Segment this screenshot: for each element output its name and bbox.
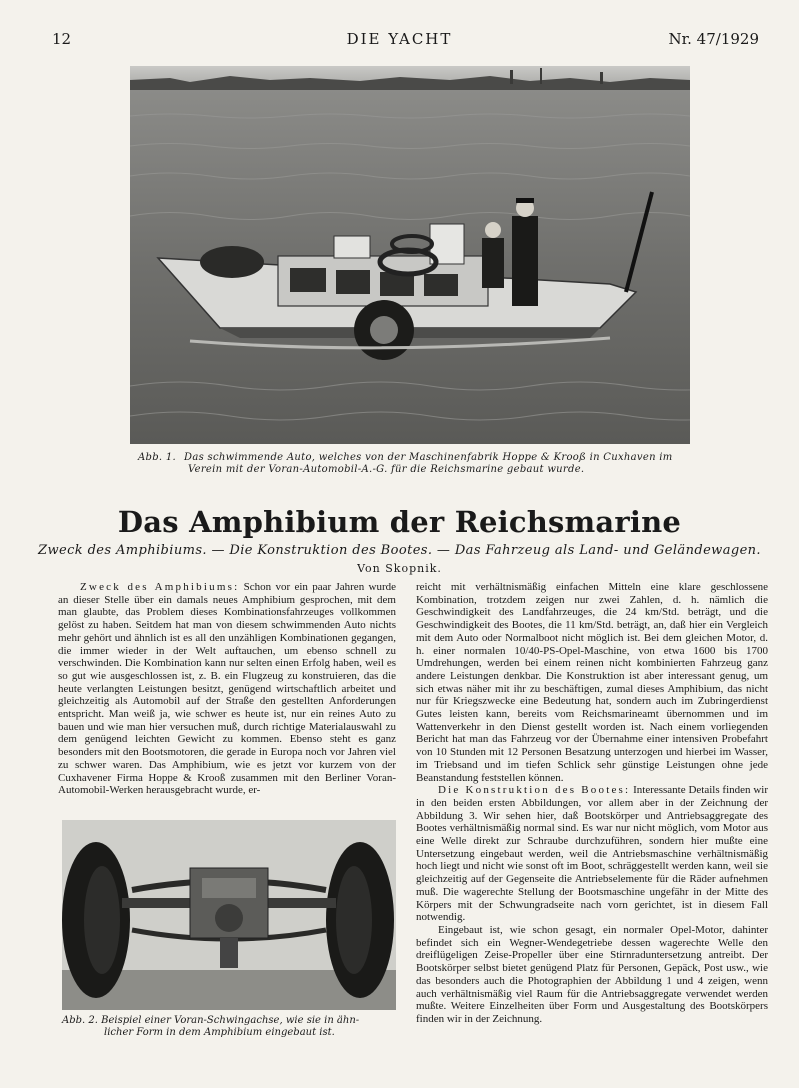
section-heading-construction: Die Konstruktion des Bootes: — [438, 784, 631, 797]
left-paragraph-text: Schon vor ein paar Jahren wurde an dieser Stelle über ein damals neues Amphibium gesprochen, mit dem man glaubte, das Problem dieses Kombinationsfahrzeuges vollkommen gelöst zu haben. Seitdem hat man von diesem schwimmenden Auto nichts mehr gehört und ähnlich ist es all den unzähligen Kombinationen gegangen, die immer wieder in der Welt auftauchen, um ebenso schnell zu verschwinden. Die Kombination kann nur selten einen Erfolg haben, weil es so gut wie ausgeschlossen ist, z. B. ein Flugzeug zu konstruieren, das die heute verlangten Leistungen besitzt, genügend wirtschaftlich arbeitet und gleichzeitig als Automobil auf der Straße den gestellten Anforderungen entspricht. Man weiß ja, wie schwer es heute ist, nur ein reines Auto zu bauen und wie man hier versuchen muß, durch richtige Materialauswahl zu dem genügend leichten Gewicht zu kommen. Ebenso steht es ganz besonders mit den Bootsmotoren, die gerade in Europa noch vor Jahren viel zu schwer waren. Das Amphibium, wie es jetzt vor kurzem von der Cuxhavener Firma Hoppe & Krooß zusammen mit den Berliner Voran-Automobil-Werken herausgebracht wurde, er- — [58, 581, 397, 797]
issue-number: Nr. 47/1929 — [668, 30, 759, 48]
article-subtitle: Zweck des Amphibiums. — Die Konstruktion des Bootes. — Das Fahrzeug als Land- und Geländewagen. — [38, 543, 761, 558]
figure2-caption-line2: licher Form in dem Amphibium eingebaut ist. — [104, 1027, 335, 1038]
figure1-caption — [138, 452, 686, 476]
page-number: 12 — [52, 30, 72, 48]
article-title: Das Amphibium der Reichsmarine — [117, 505, 682, 539]
figure2-caption — [62, 1015, 392, 1039]
swing-axle-photo — [62, 820, 396, 1010]
right-paragraph-3: Eingebaut ist, wie schon gesagt, ein normaler Opel-Motor, dahinter befindet sich ein Wegner-Wendegetriebe dessen wagerechte Welle den dreiflügeligen Zeise-Propeller über eine Stirnraduntersetzung antreibt. Der Bootskörper selbst bietet genügend Platz für Personen, Gepäck, Post usw., wie das besonders auch die Photographien der Abbildung 1 und 4 zeigen, wenn auch verhältnismäßig viel Raum für die Antriebsaggregate verwendet werden mußte. Weitere Einzelheiten über Form und Ausgestaltung des Bootskörpers finden wir in der Zeichnung. — [416, 923, 768, 1025]
figure1-caption-line2: Verein mit der Voran-Automobil-A.-G. für die Reichsmarine gebaut wurde. — [188, 464, 585, 475]
right-column — [416, 581, 768, 1026]
right-paragraph-1: reicht mit verhältnismäßig einfachen Mitteln eine klare geschlossene Kombination, trotzdem zeigen nur zwei Zahlen, d. h. nämlich die Geschwindigkeit des Landfahrzeuges, die 24 km/Std. beträgt, und die Geschwindigkeit des Bootes, die 11 km/Std. beträgt, an, daß hier ein Vergleich mit dem Auto oder Normalboot nicht möglich ist. Bei dem gleichen Motor, d. h. einer normalen 10/40-PS-Opel-Maschine, von etwa 1600 bis 1700 Umdrehungen, werden bei einem reinen nicht kombinierten Fahrzeug ganz andere Leistungen denkbar. Die Konstruktion ist aber interessant genug, um sich etwas näher mit ihr zu beschäftigen, zumal dieses Amphibium, das nicht nur für Kriegszwecke eine Bedeutung hat, sondern auch im Zubringerdienst Gutes leisten kann, bereits vom Reichsmarineamt übernommen und im Wattenverkehr in den Dienst gestellt worden ist. Nach einem vorliegenden Bericht hat man das Fahrzeug vor der Übernahme einer intensiven Probefahrt von 10 Stunden mit 12 Personen Besatzung unterzogen und hierbei im Wasser, im Triebsand und im tiefen Schlick sehr günstige Leistungen ohne jede Beanstandung feststellen können. — [416, 581, 768, 784]
right-paragraph-2-text: Interessante Details finden wir in den beiden ersten Abbildungen, vor allem aber in der Zeichnung der Abbildung 3. Wir sehen hier, daß Bootskörper und Antriebsaggregate des Bootes verhältnismäßig normal sind. Es war nur nicht möglich, vom Motor aus eine Welle direkt zur Schraube durchzuführen, sondern hier mußte eine Untersetzung eingebaut werden, weil die Antriebsmaschine verhältnismäßig hoch liegt und nicht wie sonst oft im Boot, schräggestellt werden kann, weil sie gleichzeitig auf der Gegenseite die Antriebselemente für die Räder aufnehmen muß. Die wagerechte Stellung der Bootsmaschine ungefähr in der Mitte des Körpers mit der Schwungradseite nach vorn gerichtet, ist in diesem Fall notwendig. — [416, 784, 768, 924]
article-author: Von Skopnik. — [357, 562, 442, 575]
magazine-title: DIE YACHT — [346, 30, 453, 48]
left-column — [58, 581, 396, 797]
section-heading-purpose: Zweck des Amphibiums: — [80, 581, 240, 593]
figure1-label: Abb. 1. — [138, 452, 177, 463]
left-paragraph — [58, 581, 396, 797]
figure2-caption-line1: Beispiel einer Voran-Schwingachse, wie sie in ähn- — [101, 1015, 360, 1026]
amphibian-boat-photo — [130, 66, 690, 444]
figure1-caption-line1: Das schwimmende Auto, welches von der Maschinenfabrik Hoppe & Krooß in Cuxhaven im — [184, 452, 673, 463]
figure2-label: Abb. 2. — [62, 1015, 98, 1026]
right-paragraph-2 — [416, 784, 768, 924]
